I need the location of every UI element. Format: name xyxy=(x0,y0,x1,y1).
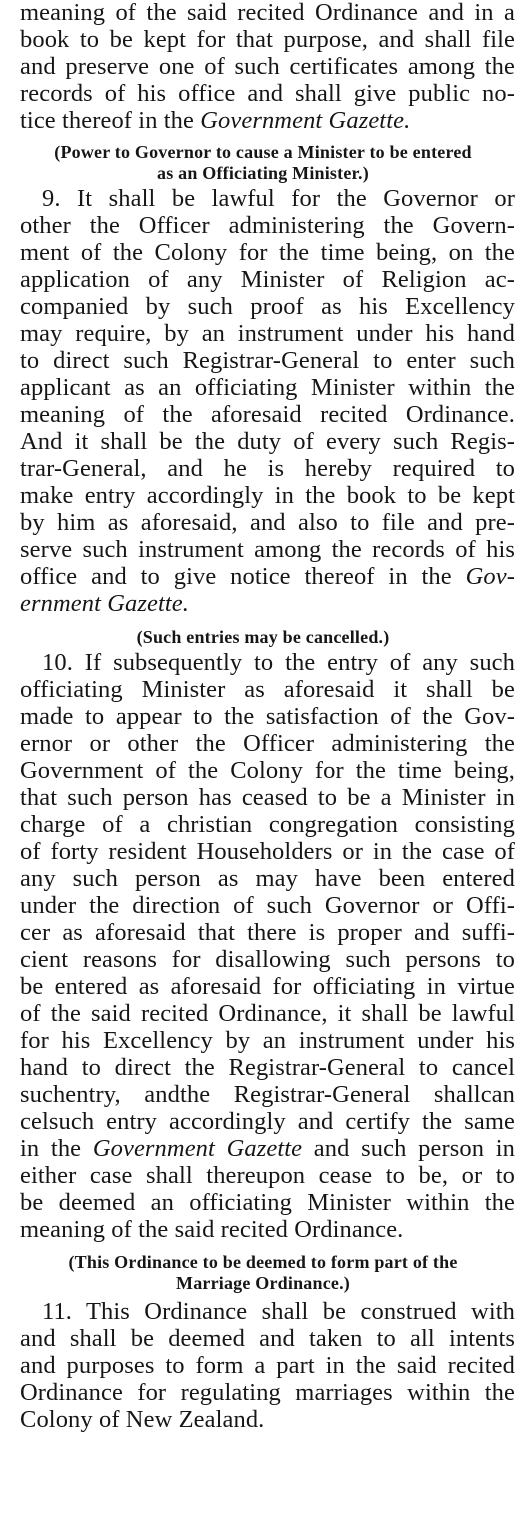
gazette-title: Government Gazette. xyxy=(200,107,411,134)
body-line: meaning of the said recited Ordinance and in a xyxy=(20,0,515,26)
body-line: records of his office and shall give public no- xyxy=(20,80,515,107)
body-text: and such person in xyxy=(302,1135,515,1162)
body-line xyxy=(20,563,515,590)
body-line: made to appear to the satisfaction of the Gov- xyxy=(20,703,515,730)
body-line: any such person as may have been entered xyxy=(20,865,515,892)
body-line: ernor or other the Officer administering the xyxy=(20,730,515,757)
gazette-title: ernment Gazette. xyxy=(20,590,189,617)
body-line: either case shall thereupon cease to be, or to xyxy=(20,1162,515,1189)
body-line: under the direction of such Governor or Offi- xyxy=(20,892,515,919)
body-line: hand to direct the Registrar-General to cancel xyxy=(20,1054,515,1081)
body-line: officiating Minister as aforesaid it shall be xyxy=(20,676,515,703)
body-line: may require, by an instrument under his hand xyxy=(20,320,515,347)
body-line: celsuch entry accordingly and certify the same xyxy=(20,1108,515,1135)
body-line: and purposes to form a part in the said recited xyxy=(20,1352,515,1379)
body-line: Ordinance for regulating marriages within the xyxy=(20,1379,515,1406)
body-line: applicant as an officiating Minister within the xyxy=(20,374,515,401)
body-line: 9. It shall be lawful for the Governor or xyxy=(42,185,515,212)
body-line: of the said recited Ordinance, it shall be lawful xyxy=(20,1000,515,1027)
body-line: of forty resident Householders or in the case of xyxy=(20,838,515,865)
body-line: trar-General, and he is hereby required to xyxy=(20,455,515,482)
section-heading: (Such entries may be cancelled.) xyxy=(136,627,390,647)
body-line: suchentry, andthe Registrar-General shallcan xyxy=(20,1081,515,1108)
section-heading: Marriage Ordinance.) xyxy=(176,1273,350,1293)
body-text: tice thereof in the xyxy=(20,107,201,134)
body-line: And it shall be the duty of every such Regis- xyxy=(20,428,515,455)
body-line: for his Excellency by an instrument under his xyxy=(20,1027,515,1054)
body-line: 11. This Ordinance shall be construed with xyxy=(42,1298,515,1325)
body-line xyxy=(20,1135,515,1162)
body-text: in the xyxy=(20,1135,93,1162)
body-line: charge of a christian congregation consisting xyxy=(20,811,515,838)
body-line: companied by such proof as his Excellency xyxy=(20,293,515,320)
body-line xyxy=(20,107,515,134)
body-line: and shall be deemed and taken to all intents xyxy=(20,1325,515,1352)
section-heading: (Power to Governor to cause a Minister to be entered xyxy=(54,142,472,162)
body-line: meaning of the said recited Ordinance. xyxy=(20,1216,404,1243)
body-line: other the Officer administering the Govern- xyxy=(20,212,515,239)
gazette-title: Government Gazette xyxy=(92,1135,303,1162)
body-line: by him as aforesaid, and also to file and pre- xyxy=(20,509,515,536)
body-line: be deemed an officiating Minister within the xyxy=(20,1189,515,1216)
body-line: book to be kept for that purpose, and shall file xyxy=(20,26,515,53)
body-line: 10. If subsequently to the entry of any such xyxy=(42,649,515,676)
body-line: ment of the Colony for the time being, on the xyxy=(20,239,515,266)
body-line: cient reasons for disallowing such persons to xyxy=(20,946,515,973)
body-line: Colony of New Zealand. xyxy=(20,1406,265,1433)
gazette-title: Gov- xyxy=(465,563,515,590)
section-heading: (This Ordinance to be deemed to form part of the xyxy=(68,1252,458,1272)
body-line xyxy=(20,590,515,617)
body-line: serve such instrument among the records of his xyxy=(20,536,515,563)
body-line: Government of the Colony for the time being, xyxy=(20,757,515,784)
body-line: and preserve one of such certificates among the xyxy=(20,53,515,80)
body-line: meaning of the aforesaid recited Ordinance. xyxy=(20,401,515,428)
body-line: cer as aforesaid that there is proper and suffi- xyxy=(20,919,515,946)
section-heading: as an Officiating Minister.) xyxy=(157,163,369,183)
body-line: that such person has ceased to be a Minister in xyxy=(20,784,515,811)
body-line: make entry accordingly in the book to be kept xyxy=(20,482,515,509)
body-line: application of any Minister of Religion ac- xyxy=(20,266,515,293)
body-text: office and to give notice thereof in the xyxy=(20,563,466,590)
body-line: be entered as aforesaid for officiating in virtue xyxy=(20,973,515,1000)
body-line: to direct such Registrar-General to enter such xyxy=(20,347,515,374)
